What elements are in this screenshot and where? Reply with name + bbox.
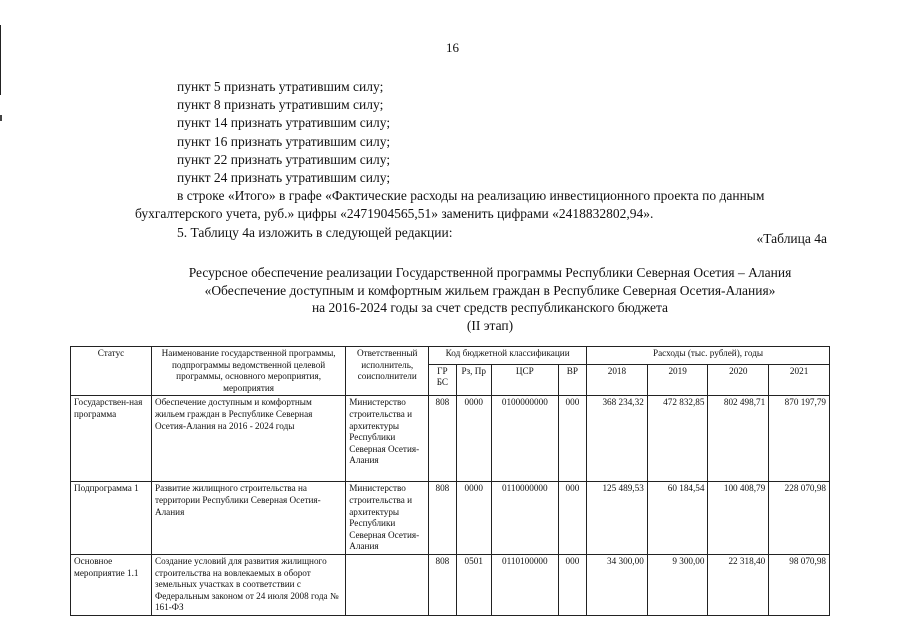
title-line: «Обеспечение доступным и комфортным жильем граждан в Республике Северная Осетия-Алания»: [204, 282, 776, 298]
cell-status: Основное мероприятие 1.1: [71, 554, 152, 615]
cell-2021: 98 070,98: [769, 554, 830, 615]
amendment-line: пункт 16 признать утратившим силу;: [177, 133, 391, 149]
cell-2021: 870 197,79: [769, 396, 830, 482]
header-grbs: ГР БС: [429, 364, 456, 396]
amendment-line: пункт 5 признать утратившим силу;: [177, 79, 384, 94]
header-name: Наименование государственной программы, подпрограммы ведомственной целевой программы, основного мероприятия, мероприятия: [151, 347, 345, 396]
cell-2019: 60 184,54: [647, 482, 708, 555]
cell-2018: 34 300,00: [587, 554, 648, 615]
table-row: [71, 554, 830, 615]
cell-2019: 9 300,00: [647, 554, 708, 615]
cell-2020: 802 498,71: [708, 396, 769, 482]
title-line: на 2016-2024 годы за счет средств республиканского бюджета: [311, 300, 669, 316]
cell-executor: Министерство строительства и архитектуры Республики Северная Осетия-Алания: [346, 396, 429, 482]
cell-2018: 125 489,53: [587, 482, 648, 555]
cell-grbs: 808: [429, 396, 456, 482]
header-vr: ВР: [558, 364, 586, 396]
cell-2021: 228 070,98: [769, 482, 830, 555]
cell-status: Подпрограмма 1: [71, 482, 152, 555]
header-row: [71, 347, 830, 365]
cell-status: Государствен-ная программа: [71, 396, 152, 482]
cell-rzpr: 0000: [456, 482, 491, 555]
cell-csr: 0100000000: [491, 396, 558, 482]
cell-2020: 22 318,40: [708, 554, 769, 615]
header-expenses-group: Расходы (тыс. рублей), годы: [587, 347, 830, 365]
title-line: Ресурсное обеспечение реализации Государственной программы Республики Северная Осетия – Алания: [188, 265, 792, 280]
amendment-line: пункт 14 признать утратившим силу;: [177, 115, 391, 131]
page-number: 16: [446, 40, 459, 55]
header-2018: 2018: [587, 364, 648, 396]
cell-2019: 472 832,85: [647, 396, 708, 482]
header-2019: 2019: [647, 364, 708, 396]
cell-rzpr: 0000: [456, 396, 491, 482]
table-label: «Таблица 4а: [756, 231, 827, 246]
cell-name: Развитие жилищного строительства на территории Республики Северная Осетия-Алания: [151, 482, 345, 555]
cell-name: Создание условий для развития жилищного строительства на вовлекаемых в оборот земельных участках в соответствии с Федеральным законом от 24 июля 2008 года № 161-ФЗ: [151, 554, 345, 615]
header-status: Статус: [71, 347, 152, 396]
cell-grbs: 808: [429, 554, 456, 615]
table-row: [71, 396, 830, 482]
cell-executor: Министерство строительства и архитектуры Республики Северная Осетия-Алания: [346, 482, 429, 555]
header-2020: 2020: [708, 364, 769, 396]
itogo-line: в строке «Итого» в графе «Фактические расходы на реализацию инвестиционного проекта по данным: [177, 188, 765, 204]
amendment-text: [135, 78, 835, 242]
header-rzpr: Рз, Пр: [456, 364, 491, 396]
amendment-line: пункт 8 признать утратившим силу;: [177, 97, 384, 113]
title-line: (II этап): [466, 317, 514, 333]
cell-csr: 0110100000: [491, 554, 558, 615]
table-row: [71, 482, 830, 555]
header-executor: Ответственный исполнитель, соисполнители: [346, 347, 429, 396]
left-edge-rule: [0, 25, 1, 95]
cell-executor: [346, 554, 429, 615]
resource-table: [70, 346, 830, 616]
table-title: [0, 264, 905, 334]
amendment-line: пункт 22 признать утратившим силу;: [177, 151, 391, 167]
cell-name: Обеспечение доступным и комфортным жильем граждан в Республике Северная Осетия-Алания на 2016 - 2024 годы: [151, 396, 345, 482]
cell-vr: 000: [558, 396, 586, 482]
header-csr: ЦСР: [491, 364, 558, 396]
cell-csr: 0110000000: [491, 482, 558, 555]
header-2021: 2021: [769, 364, 830, 396]
cell-rzpr: 0501: [456, 554, 491, 615]
itogo-line-continuation: бухгалтерского учета, руб.» цифры «2471904565,51» заменить цифрами «2418832802,94».: [135, 206, 654, 222]
cell-vr: 000: [558, 482, 586, 555]
cell-2018: 368 234,32: [587, 396, 648, 482]
item-5-text: 5. Таблицу 4а изложить в следующей редакции:: [177, 224, 453, 240]
cell-2020: 100 408,79: [708, 482, 769, 555]
amendment-line: пункт 24 признать утратившим силу;: [177, 170, 391, 186]
header-code-group: Код бюджетной классификации: [429, 347, 587, 365]
cell-vr: 000: [558, 554, 586, 615]
left-edge-mark: [0, 115, 2, 121]
cell-grbs: 808: [429, 482, 456, 555]
